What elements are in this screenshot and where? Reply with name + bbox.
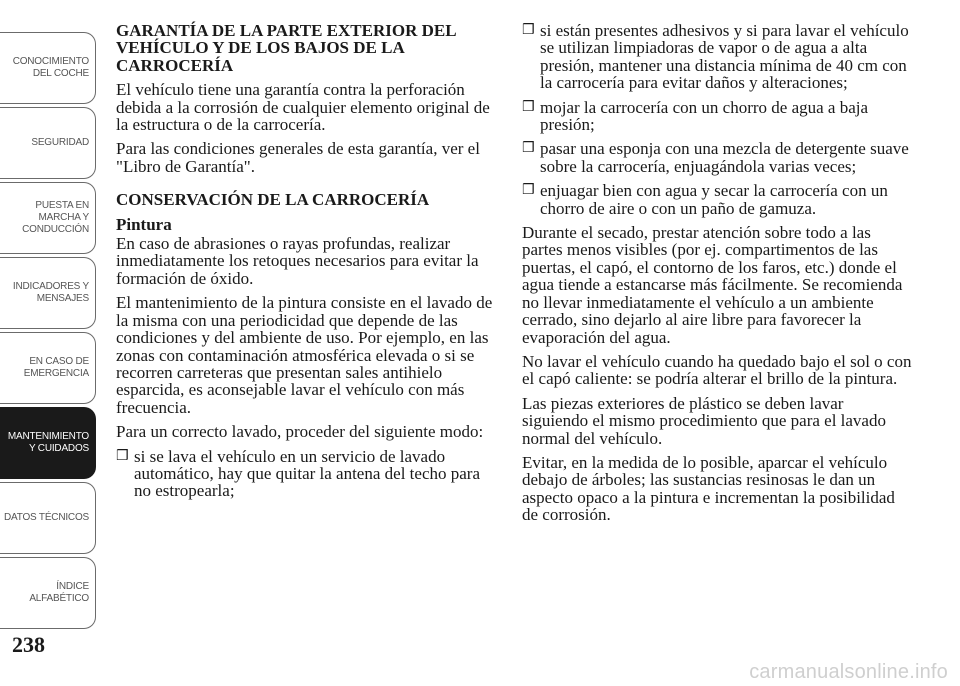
paragraph: Para un correcto lavado, proceder del siguiente modo: — [116, 422, 484, 442]
right-column — [522, 22, 912, 531]
tab-conocimiento-del-coche[interactable]: CONOCIMIENTO DEL COCHE — [0, 32, 96, 104]
paragraph: Para las condiciones generales de esta garantía, ver el "Libro de Garantía". — [116, 139, 480, 176]
list-item — [522, 99, 912, 134]
paragraph: El vehículo tiene una garantía contra la perforación debida a la corrosión de cualquier elemento original de la estructura o de la carrocería. — [116, 80, 490, 135]
list-item — [522, 22, 912, 92]
left-column — [116, 22, 494, 507]
page-number: 238 — [12, 632, 45, 657]
watermark: carmanualsonline.info — [749, 661, 948, 683]
tab-puesta-en-marcha[interactable]: PUESTA EN MARCHA Y CONDUCCIÓN — [0, 182, 96, 254]
checkbox-bullet-icon: ❒ — [522, 98, 535, 115]
checkbox-bullet-icon: ❒ — [522, 140, 535, 157]
subheading-pintura: Pintura — [116, 214, 172, 234]
list-item — [522, 140, 912, 175]
tab-en-caso-de-emergencia[interactable]: EN CASO DE EMERGENCIA — [0, 332, 96, 404]
tab-indice-alfabetico[interactable]: ÍNDICE ALFABÉTICO — [0, 557, 96, 629]
list-item — [522, 182, 912, 217]
checkbox-bullet-icon: ❒ — [522, 22, 535, 38]
list-item-text: pasar una esponja con una mezcla de detergente suave sobre la carrocería, enjuagándola varias veces; — [540, 139, 909, 176]
list-item-text: si se lava el vehículo en un servicio de lavado automático, hay que quitar la antena del techo para no estropearla; — [134, 446, 480, 501]
tab-datos-tecnicos[interactable]: DATOS TÉCNICOS — [0, 482, 96, 554]
checkbox-bullet-icon: ❒ — [116, 447, 129, 464]
tab-seguridad[interactable]: SEGURIDAD — [0, 107, 96, 179]
section-heading-garantia: GARANTÍA DE LA PARTE EXTERIOR DEL VEHÍCULO Y DE LOS BAJOS DE LA CARROCERÍA — [116, 21, 456, 75]
list-item-text: si están presentes adhesivos y si para lavar el vehículo se utilizan limpiadoras de vapor o de agua a alta presión, mantener una distancia mínima de 40 cm con la carrocería para evitar daños y alteraciones; — [540, 21, 909, 93]
tab-mantenimiento-y-cuidados[interactable]: MANTENIMIENTO Y CUIDADOS — [0, 407, 96, 479]
checkbox-bullet-icon: ❒ — [522, 182, 535, 199]
paragraph: Evitar, en la medida de lo posible, aparcar el vehículo debajo de árboles; las sustancias resinosas le dan un aspecto opaco a la pintura e incrementan la posibilidad de corrosión. — [522, 452, 895, 525]
tab-indicadores-y-mensajes[interactable]: INDICADORES Y MENSAJES — [0, 257, 96, 329]
list-item-text: enjuagar bien con agua y secar la carrocería con un chorro de aire o con un paño de gamuza. — [540, 181, 888, 218]
paragraph: El mantenimiento de la pintura consiste en el lavado de la misma con una periodicidad que depende de las condiciones y del ambiente de uso. Por ejemplo, en las zonas con contaminación atmosférica elevada o si se recorren carreteras que presentan sales antihielo esparcida, es aconsejable lavar el vehículo con más frecuencia. — [116, 293, 493, 417]
list-item — [116, 448, 494, 500]
paragraph: Durante el secado, prestar atención sobre todo a las partes menos visibles (por ej. compartimentos de las puertas, el capó, el contorno de los faros, etc.) donde el agua tiende a estancarse más fácilmente. Se recomienda no llevar inmediatamente el vehículo a un ambiente cerrado, sino dejarlo al aire libre para favorecer la evaporación del agua. — [522, 223, 903, 347]
paragraph: En caso de abrasiones o rayas profundas, realizar inmediatamente los retoques necesarios para evitar la formación de óxido. — [116, 234, 479, 288]
list-item-text: mojar la carrocería con un chorro de agua a baja presión; — [540, 97, 869, 135]
paragraph: Las piezas exteriores de plástico se deben lavar siguiendo el mismo procedimiento que para el lavado normal del vehículo. — [522, 393, 886, 448]
paragraph: No lavar el vehículo cuando ha quedado bajo el sol o con el capó caliente: se podría alterar el brillo de la pintura. — [522, 351, 912, 389]
chapter-tabs — [0, 0, 100, 640]
section-heading-conservacion: CONSERVACIÓN DE LA CARROCERÍA — [116, 190, 430, 210]
